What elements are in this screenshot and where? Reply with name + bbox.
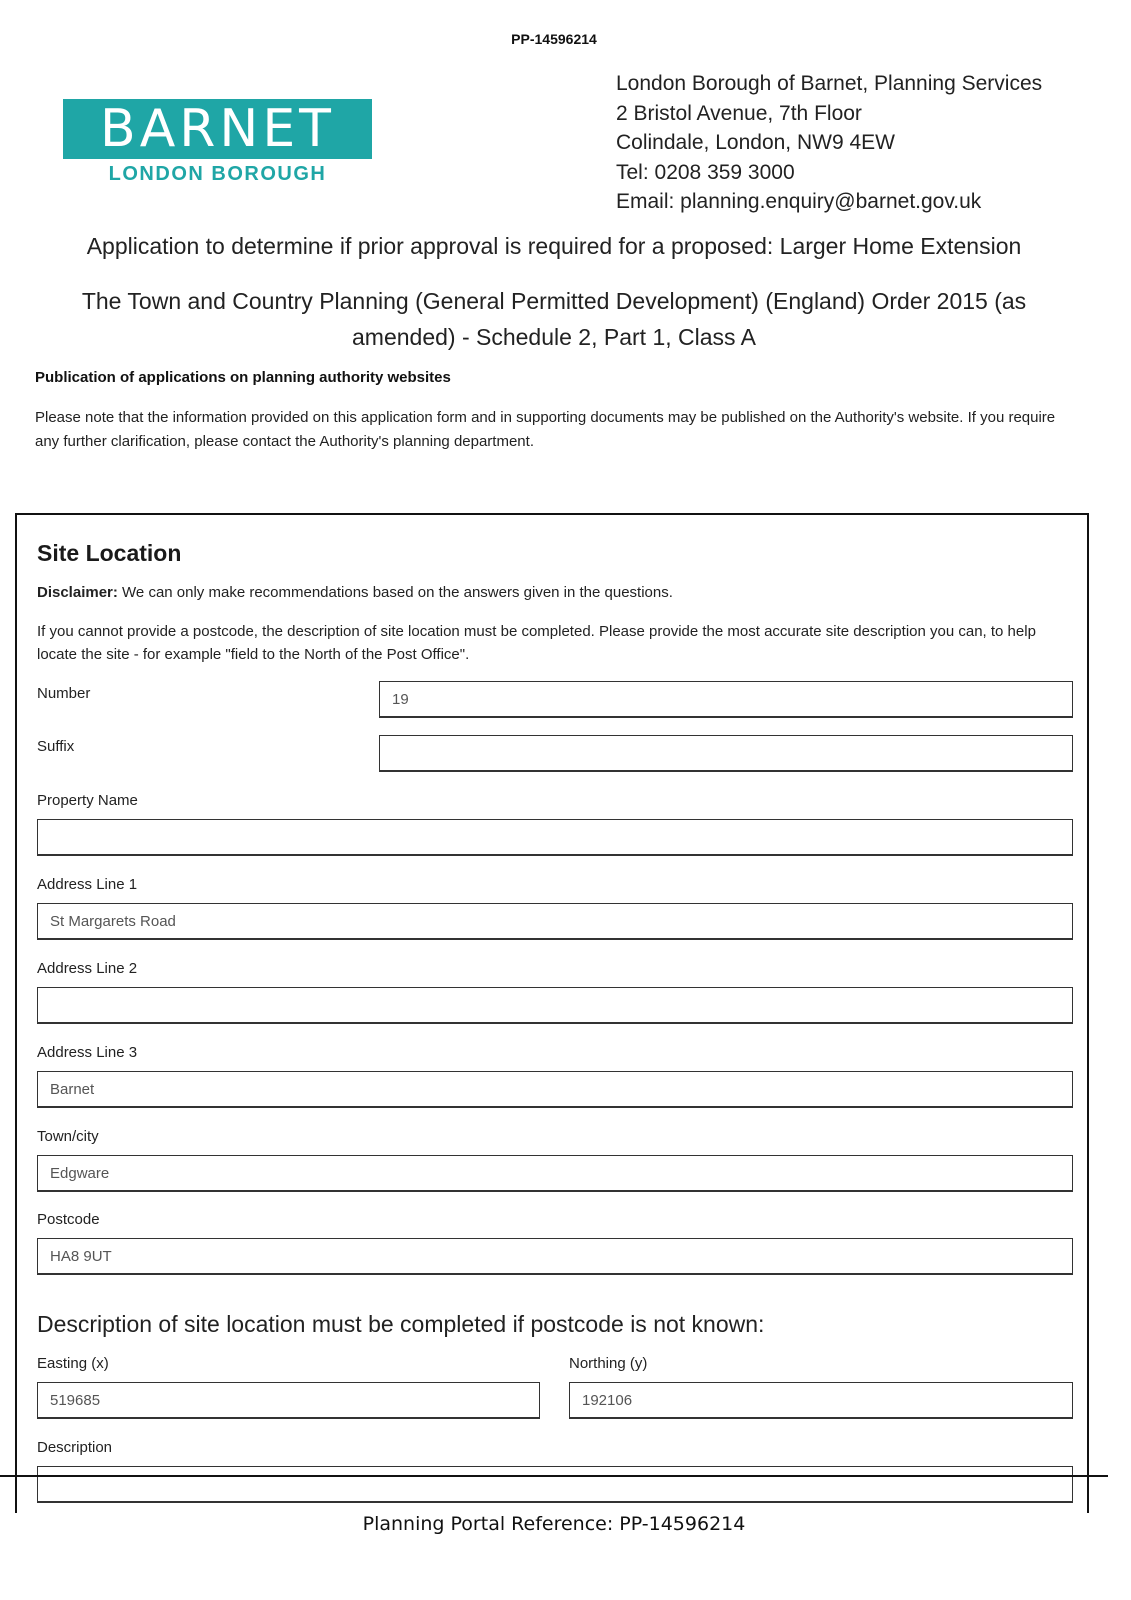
easting-field[interactable]: 519685 (37, 1382, 540, 1419)
address-line-3-field[interactable]: Barnet (37, 1071, 1073, 1108)
address-line-1-label: Address Line 1 (37, 876, 138, 893)
logo-subtitle: LONDON BOROUGH (108, 163, 327, 185)
contact-organisation: London Borough of Barnet, Planning Services (616, 72, 1043, 95)
suffix-field[interactable] (379, 735, 1073, 772)
address-line-2-label: Address Line 2 (37, 960, 138, 977)
postcode-label: Postcode (37, 1211, 100, 1228)
contact-phone: Tel: 0208 359 3000 (616, 160, 795, 184)
order-title (50, 283, 1058, 355)
description-label: Description (37, 1439, 113, 1456)
address-line-1-field[interactable]: St Margarets Road (37, 903, 1073, 940)
contact-email: Email: planning.enquiry@barnet.gov.uk (616, 190, 982, 213)
publication-text: Please note that the information provided on this application form and in supporting documents may be published on the Authority's website. If you require any further clarification, please contact the Authority's planning department. (35, 409, 1056, 450)
contact-street: 2 Bristol Avenue, 7th Floor (616, 101, 862, 125)
site-location-panel (15, 513, 1089, 1513)
site-instructions: If you cannot provide a postcode, the description of site location must be completed. Please provide the most accurate site description you can, to help locate the site - for example "field to the North of the Post Office". (37, 623, 1036, 663)
footer-divider (0, 1475, 1108, 1477)
northing-label: Northing (y) (569, 1355, 648, 1372)
number-label: Number (37, 685, 91, 702)
description-heading: Description of site location must be completed if postcode is not known: (37, 1311, 765, 1337)
northing-field[interactable]: 192106 (569, 1382, 1073, 1419)
publication-heading: Publication of applications on planning authority websites (35, 369, 451, 386)
page-reference: PP-14596214 (511, 31, 597, 47)
town-city-label: Town/city (37, 1128, 99, 1145)
postcode-field[interactable]: HA8 9UT (37, 1238, 1073, 1275)
section-title: Site Location (37, 540, 182, 566)
footer-reference: Planning Portal Reference: PP-14596214 (362, 1513, 746, 1535)
town-city-field[interactable]: Edgware (37, 1155, 1073, 1192)
address-line-3-label: Address Line 3 (37, 1044, 138, 1061)
contact-city: Colindale, London, NW9 4EW (616, 131, 895, 154)
barnet-logo (63, 99, 372, 186)
description-field[interactable] (37, 1466, 1073, 1503)
property-name-field[interactable] (37, 819, 1073, 856)
disclaimer (37, 581, 1067, 604)
logo-box (63, 99, 372, 159)
logo-word: BARNET (100, 99, 335, 159)
application-title: Application to determine if prior approval is required for a proposed: Larger Home Extension (86, 233, 1022, 259)
disclaimer-label: Disclaimer: (37, 584, 118, 601)
order-title-line-2: amended) - Schedule 2, Part 1, Class A (352, 324, 756, 350)
order-title-line-1: The Town and Country Planning (General Permitted Development) (England) Order 2015 (as (81, 288, 1027, 314)
easting-label: Easting (x) (37, 1355, 109, 1372)
suffix-label: Suffix (37, 738, 75, 755)
number-field[interactable]: 19 (379, 681, 1073, 718)
property-name-label: Property Name (37, 792, 138, 809)
disclaimer-text: We can only make recommendations based on the answers given in the questions. (117, 584, 673, 601)
address-line-2-field[interactable] (37, 987, 1073, 1024)
contact-block (616, 69, 1096, 217)
